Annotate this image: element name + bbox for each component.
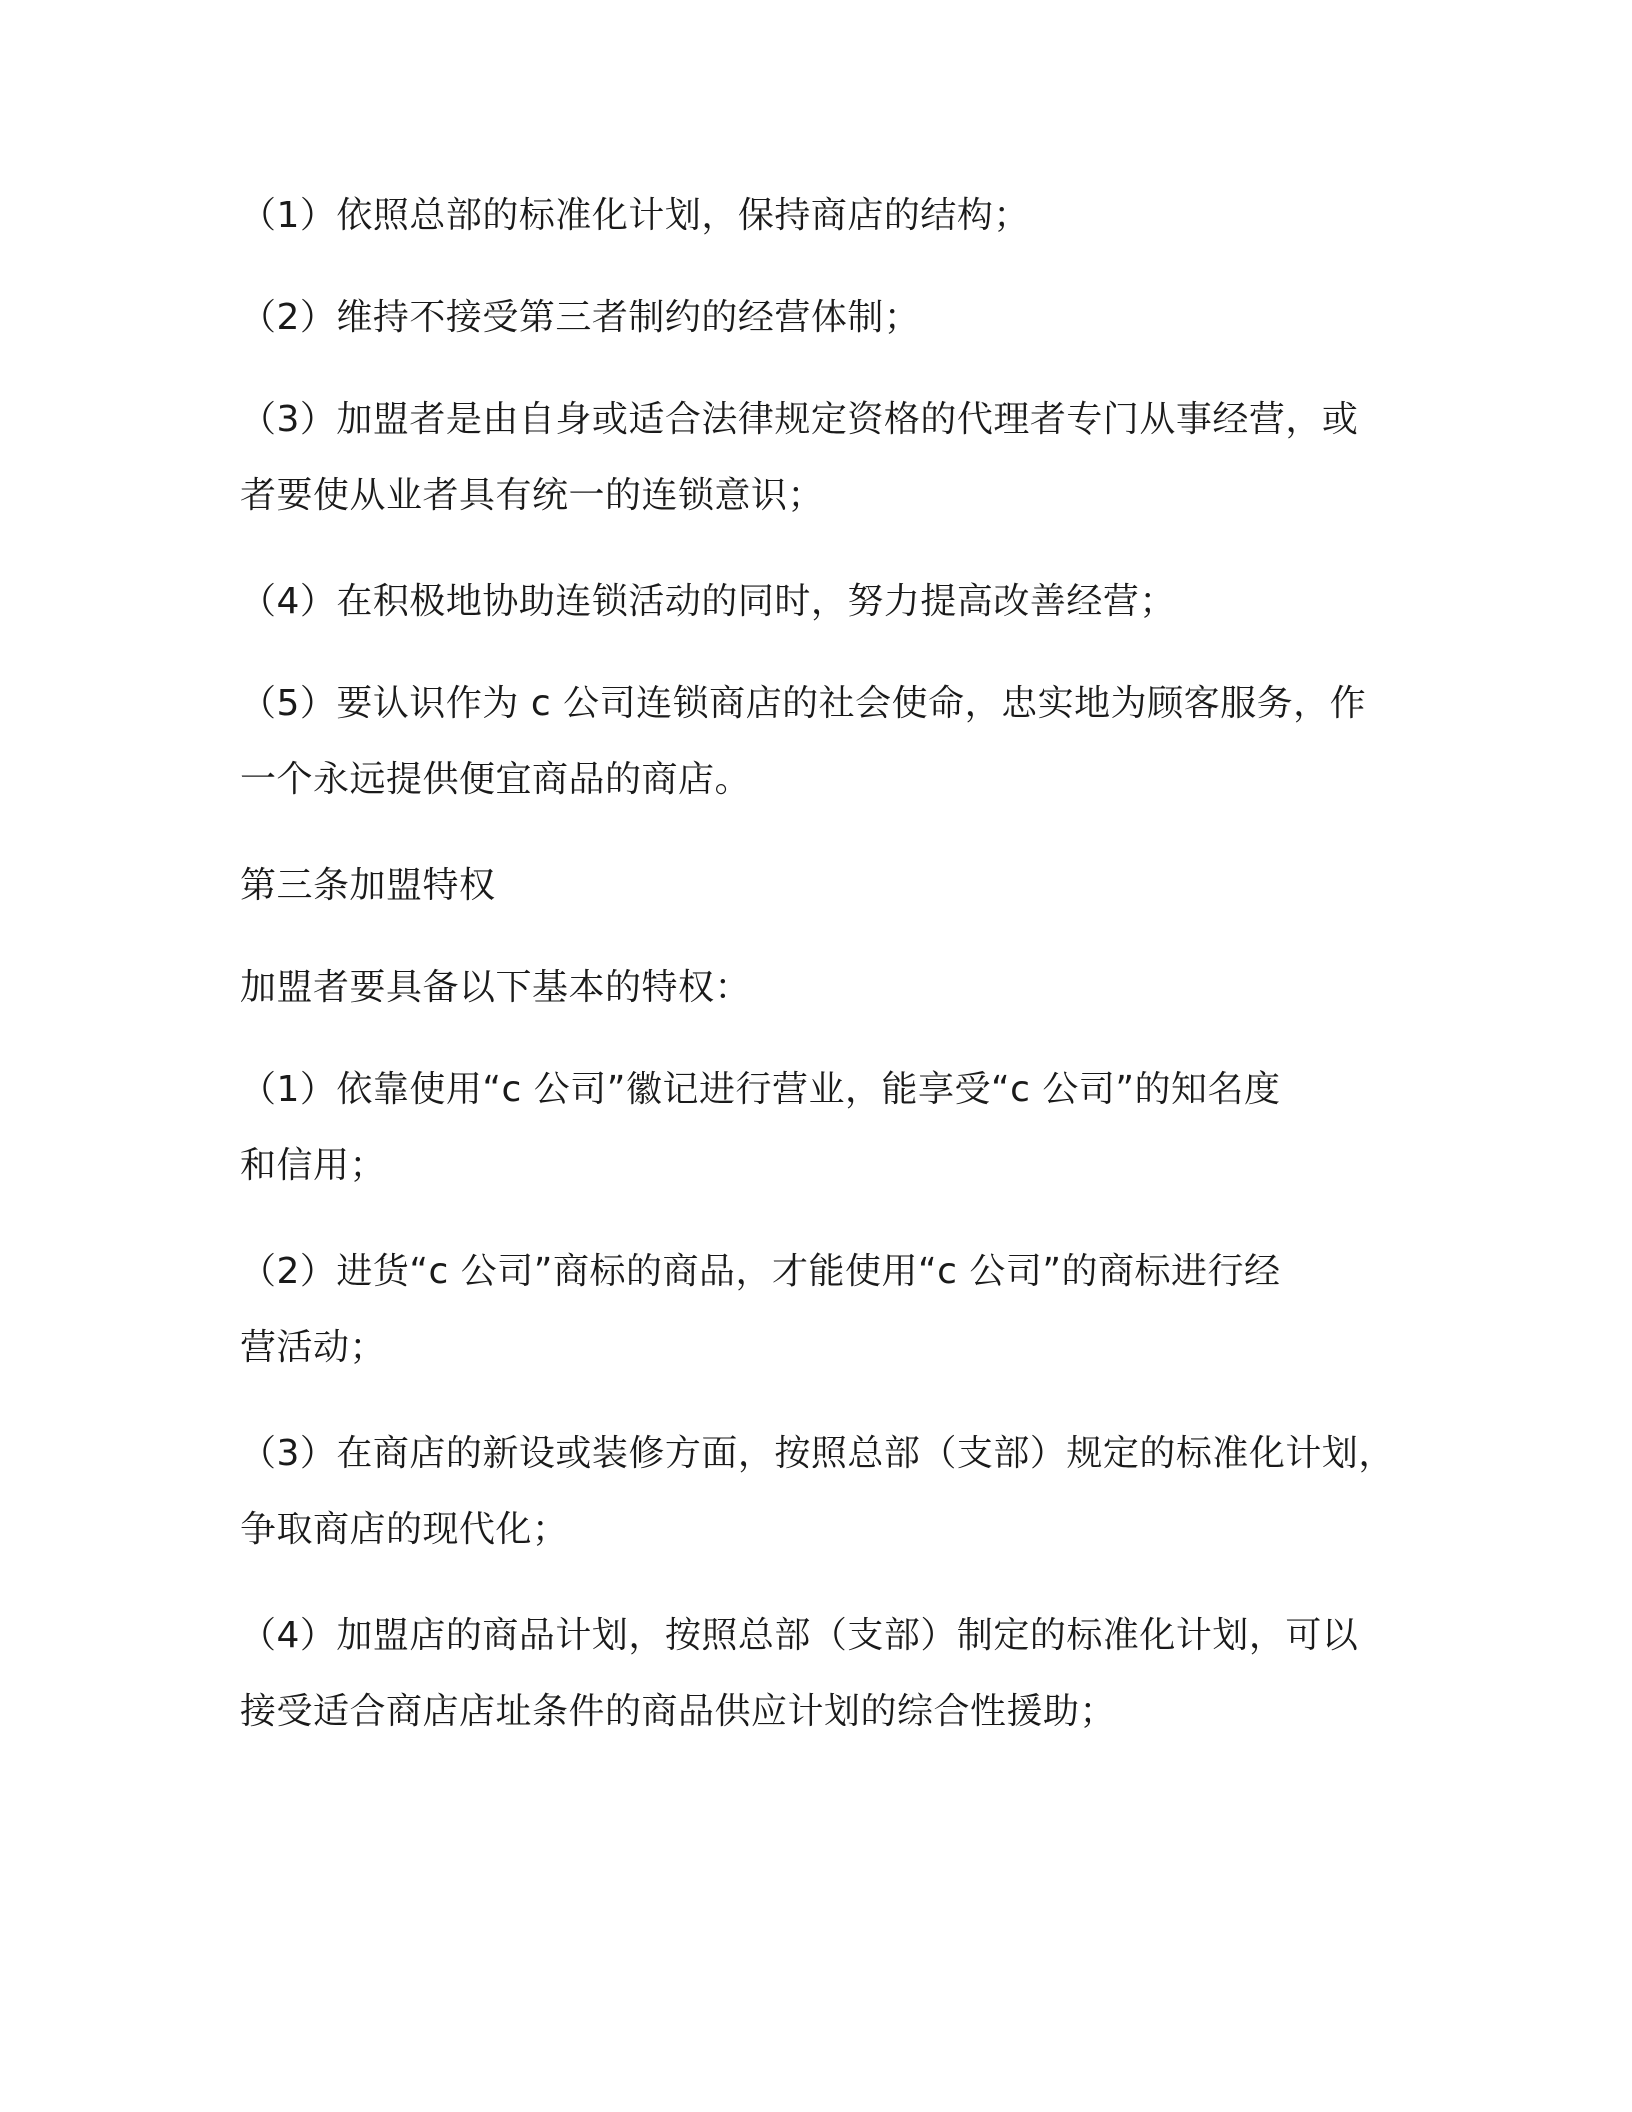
text-line: 接受适合商店店址条件的商品供应计划的综合性援助； xyxy=(240,1691,1117,1732)
list-item xyxy=(240,382,1400,534)
text-line: （2）维持不接受第三者制约的经营体制； xyxy=(240,297,921,338)
list-item xyxy=(240,564,1400,640)
list-item xyxy=(240,1052,1400,1204)
list-item xyxy=(240,1598,1400,1750)
section-heading: 第三条加盟特权 xyxy=(240,865,496,906)
text-line: （2）进货“c 公司”商标的商品，才能使用“c 公司”的商标进行经 xyxy=(240,1251,1281,1292)
section-intro: 加盟者要具备以下基本的特权： xyxy=(240,967,752,1008)
text-line: 营活动； xyxy=(240,1327,387,1368)
text-line: （5）要认识作为 c 公司连锁商店的社会使命，忠实地为顾客服务，作 xyxy=(240,683,1367,724)
text-line: 者要使从业者具有统一的连锁意识； xyxy=(240,475,825,516)
text-line: 一个永远提供便宜商品的商店。 xyxy=(240,759,752,800)
text-line: （1）依靠使用“c 公司”徽记进行营业，能享受“c 公司”的知名度 xyxy=(240,1069,1281,1110)
text-line: 争取商店的现代化； xyxy=(240,1509,569,1550)
text-line: 和信用； xyxy=(240,1145,387,1186)
list-item xyxy=(240,666,1400,818)
list-item xyxy=(240,1234,1400,1386)
text-line: （3）加盟者是由自身或适合法律规定资格的代理者专门从事经营，或 xyxy=(240,399,1359,440)
text-line: （3）在商店的新设或装修方面，按照总部（支部）规定的标准化计划， xyxy=(240,1433,1395,1474)
text-line: （4）加盟店的商品计划，按照总部（支部）制定的标准化计划，可以 xyxy=(240,1615,1359,1656)
list-item xyxy=(240,280,1400,356)
text-line: （1）依照总部的标准化计划，保持商店的结构； xyxy=(240,195,1030,236)
text-line: （4）在积极地协助连锁活动的同时，努力提高改善经营； xyxy=(240,581,1176,622)
list-item xyxy=(240,178,1400,254)
list-item xyxy=(240,1416,1400,1568)
